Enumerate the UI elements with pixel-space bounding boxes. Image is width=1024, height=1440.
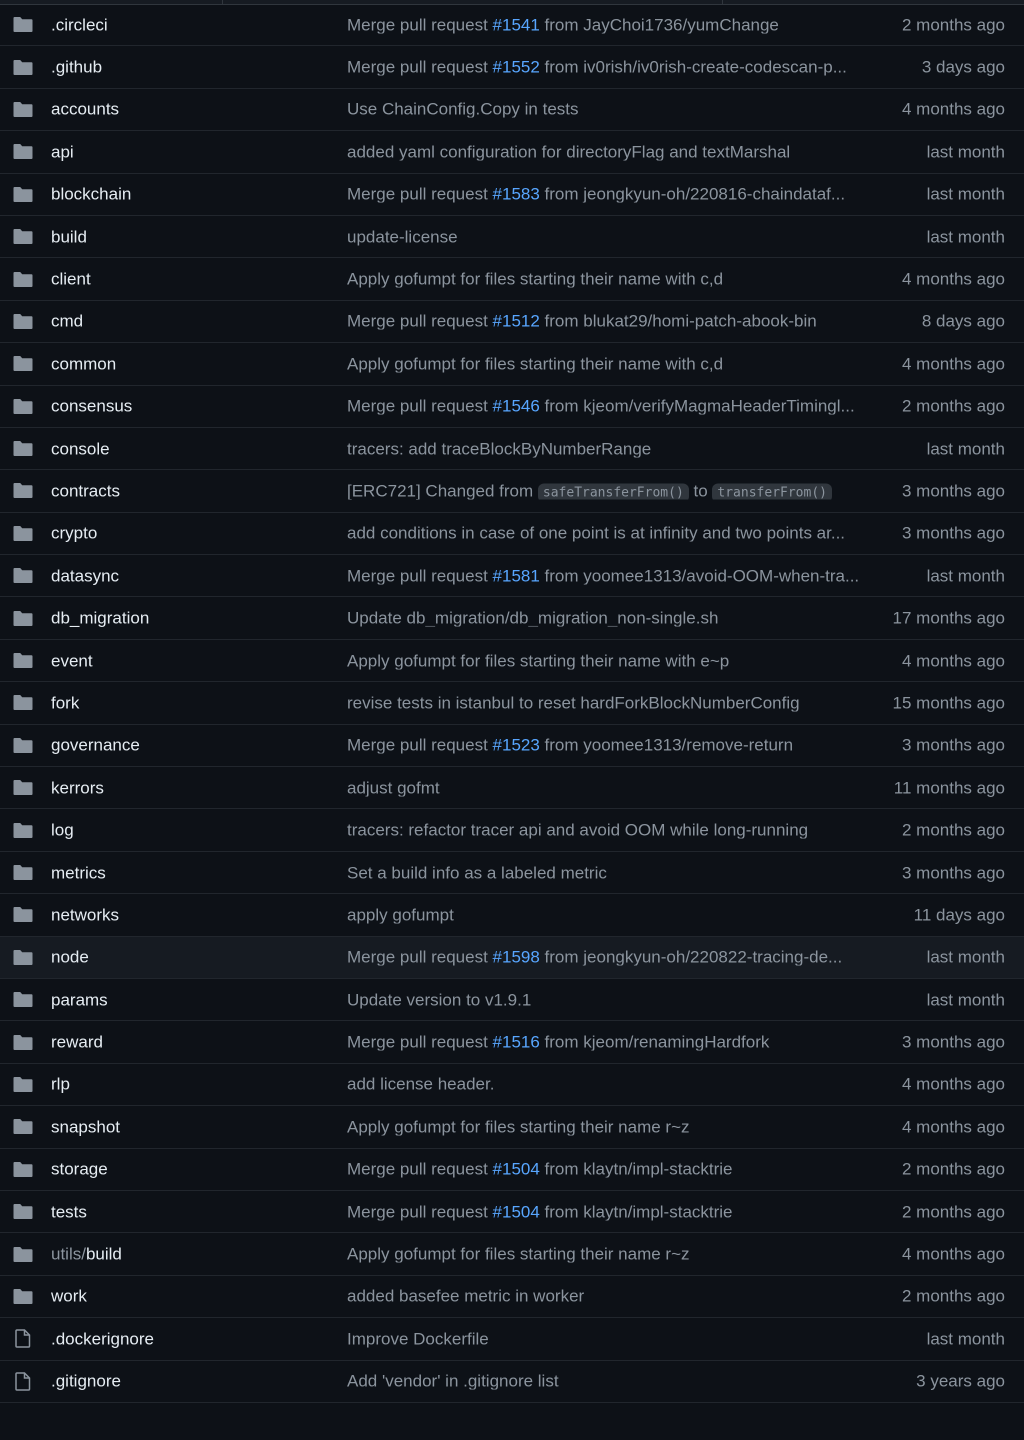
file-name[interactable]: metrics [51,863,106,882]
folder-icon [13,567,33,585]
file-name-link[interactable] [51,652,93,669]
commit-age: 4 months ago [901,354,1005,374]
file-row[interactable] [0,513,1024,555]
folder-icon-glyph [13,101,33,118]
folder-icon [13,143,33,161]
file-row[interactable] [0,1233,1024,1275]
folder-icon-glyph [13,652,33,669]
file-name-link[interactable] [51,1246,122,1263]
file-name[interactable]: node [51,947,89,967]
commit-message[interactable] [347,1288,869,1305]
commit-age: 3 months ago [901,481,1005,501]
commit-age: 11 days ago [913,905,1005,925]
folder-icon-glyph [13,694,33,711]
file-name-link[interactable] [51,779,104,796]
commit-message[interactable] [347,864,869,881]
commit-message[interactable] [347,906,869,923]
commit-message-text[interactable]: Merge pull request [347,1160,493,1178]
commit-age: 8 days ago [921,311,1005,331]
folder-icon-glyph [13,1246,33,1263]
file-name[interactable]: log [51,820,74,840]
commit-message[interactable] [347,1330,869,1347]
file-name[interactable]: .circleci [51,15,108,35]
commit-message-text[interactable]: Apply gofumpt for files starting their name r~z [347,1118,690,1136]
folder-icon [13,948,33,966]
commit-message-text[interactable]: Merge pull request [347,736,493,754]
file-name-link[interactable] [51,822,74,839]
commit-age: 3 months ago [901,1032,1005,1052]
pull-request-link[interactable]: #1581 [492,567,540,585]
commit-message-text[interactable]: Add 'vendor' in .gitignore list [347,1372,559,1390]
commit-age: 2 months ago [901,1202,1005,1222]
folder-icon [13,694,33,712]
file-name[interactable]: reward [51,1032,103,1052]
file-name[interactable]: build [85,1244,122,1264]
commit-message-text[interactable]: Merge pull request [347,312,493,330]
commit-age: 4 months ago [901,651,1005,671]
commit-message[interactable] [347,1161,869,1178]
file-name-link[interactable] [51,737,140,754]
file-name-link[interactable] [51,313,83,330]
folder-icon [13,1160,33,1178]
file-name[interactable]: kerrors [51,778,104,798]
file-row[interactable] [0,428,1024,470]
file-name[interactable]: api [51,142,74,162]
folder-icon-glyph [13,1076,33,1093]
commit-message-text[interactable]: from jeongkyun-oh/220822-tracing-de... [539,948,843,966]
file-name[interactable]: build [51,227,87,247]
file-name-link[interactable] [51,1288,87,1305]
commit-message-text[interactable]: from klaytn/impl-stacktrie [539,1203,733,1221]
file-name[interactable]: fork [51,693,80,713]
commit-message-text[interactable]: Apply gofumpt for files starting their name with c,d [347,270,724,288]
commit-message-text[interactable]: from kjeom/verifyMagmaHeaderTimingl... [539,397,855,415]
folder-icon-glyph [13,143,33,160]
commit-message-text[interactable]: Merge pull request [347,1203,493,1221]
file-row[interactable] [0,131,1024,173]
folder-icon [13,1245,33,1263]
commit-message[interactable] [347,186,869,203]
file-name-link[interactable] [51,143,74,160]
folder-icon-glyph [13,610,33,627]
folder-icon [13,991,33,1009]
commit-age: 4 months ago [901,99,1005,119]
file-row[interactable] [0,1149,1024,1191]
file-name-link[interactable] [51,949,89,966]
file-name[interactable]: params [51,990,108,1010]
commit-message-text[interactable]: from yoomee1313/avoid-OOM-when-tra... [539,567,860,585]
file-name[interactable]: snapshot [51,1117,120,1137]
folder-icon [13,1075,33,1093]
file-icon [13,1372,33,1390]
folder-icon [13,228,33,246]
commit-message[interactable] [347,228,869,245]
file-row[interactable] [0,1191,1024,1233]
commit-message-text[interactable]: revise tests in istanbul to reset hardForkBlockNumberConfig [347,694,800,712]
folder-icon-glyph [13,779,33,796]
file-row[interactable] [0,555,1024,597]
folder-icon-glyph [13,1203,33,1220]
file-name-link[interactable] [51,991,108,1008]
folder-icon [13,1203,33,1221]
folder-icon [13,482,33,500]
pull-request-link[interactable]: #1504 [492,1203,540,1221]
folder-icon-glyph [13,1034,33,1051]
file-row[interactable] [0,725,1024,767]
file-name[interactable]: storage [51,1159,108,1179]
inline-code: transferFrom() [712,483,832,499]
commit-message[interactable] [347,482,869,499]
file-name[interactable]: event [51,651,93,671]
file-name-link[interactable] [51,567,119,584]
file-path-prefix[interactable]: utils/ [51,1244,86,1264]
folder-icon-glyph [13,864,33,881]
folder-icon-glyph [13,737,33,754]
commit-age: last month [926,439,1005,459]
commit-message-text[interactable]: from kjeom/renamingHardfork [539,1033,770,1051]
commit-message-text[interactable]: adjust gofmt [347,779,440,797]
commit-message-text[interactable]: tracers: refactor tracer api and avoid OOM while long-running [347,821,809,839]
file-name[interactable]: cmd [51,311,84,331]
commit-message-text[interactable]: apply gofumpt [347,906,454,924]
file-row[interactable] [0,937,1024,979]
commit-message[interactable] [347,525,869,542]
file-name[interactable]: accounts [51,99,120,119]
commit-age: 2 months ago [901,820,1005,840]
commit-message-text[interactable]: Merge pull request [347,185,493,203]
commit-message[interactable] [347,991,869,1008]
commit-message-text[interactable]: Merge pull request [347,567,493,585]
folder-icon-glyph [13,16,33,33]
file-row[interactable] [0,809,1024,851]
commit-age: 4 months ago [901,1244,1005,1264]
commit-age: 2 months ago [901,1159,1005,1179]
commit-message[interactable] [347,694,869,711]
file-icon-glyph [15,1329,31,1348]
folder-icon-glyph [13,1161,33,1178]
file-name-link[interactable] [51,1034,103,1051]
pull-request-link[interactable]: #1512 [492,312,540,330]
folder-icon [13,270,33,288]
commit-message-text[interactable]: to [688,482,713,500]
commit-message-text[interactable]: add license header. [347,1075,495,1093]
file-name-link[interactable] [51,1118,120,1135]
file-name[interactable]: .dockerignore [51,1329,155,1349]
pull-request-link[interactable]: #1504 [492,1160,540,1178]
commit-message-text[interactable]: from klaytn/impl-stacktrie [539,1160,733,1178]
file-row[interactable] [0,682,1024,724]
folder-icon [13,185,33,203]
folder-icon-glyph [13,398,33,415]
file-icon-glyph [15,1372,31,1391]
pull-request-link[interactable]: #1523 [492,736,540,754]
commit-age: 17 months ago [892,608,1005,628]
commit-message[interactable] [347,822,869,839]
commit-age: 2 months ago [901,396,1005,416]
file-row[interactable] [0,386,1024,428]
folder-icon [13,1033,33,1051]
file-name-link[interactable] [51,1373,121,1390]
commit-age: 3 days ago [921,57,1005,77]
file-row[interactable] [0,979,1024,1021]
commit-message-text[interactable]: Merge pull request [347,397,493,415]
folder-icon [13,906,33,924]
commit-age: 3 years ago [916,1371,1005,1391]
commit-message-text[interactable]: from yoomee1313/remove-return [539,736,794,754]
file-name-link[interactable] [51,16,108,33]
file-name-link[interactable] [51,440,110,457]
commit-message[interactable] [347,779,869,796]
commit-age: 15 months ago [892,693,1005,713]
file-icon [13,1330,33,1348]
commit-age: last month [926,566,1005,586]
folder-icon-glyph [13,482,33,499]
commit-age: 3 months ago [901,523,1005,543]
folder-icon [13,355,33,373]
file-row[interactable] [0,470,1024,512]
folder-icon-glyph [13,271,33,288]
file-name-link[interactable] [51,355,116,372]
commit-message[interactable] [347,101,869,118]
commit-message[interactable] [347,1118,869,1135]
commit-message-text[interactable]: [ERC721] Changed from [347,482,538,500]
pull-request-link[interactable]: #1598 [492,948,540,966]
commit-message-text[interactable]: added basefee metric in worker [347,1287,585,1305]
commit-message-text[interactable]: Apply gofumpt for files starting their name with e~p [347,652,730,670]
file-row[interactable] [0,1021,1024,1063]
commit-message[interactable] [347,949,869,966]
folder-icon-glyph [13,59,33,76]
file-row[interactable] [0,301,1024,343]
folder-icon [13,16,33,34]
file-name[interactable]: work [51,1286,87,1306]
pull-request-link[interactable]: #1546 [492,397,540,415]
file-name[interactable]: blockchain [51,184,132,204]
folder-icon-glyph [13,822,33,839]
file-name[interactable]: client [51,269,91,289]
file-name-link[interactable] [51,610,149,627]
file-row[interactable] [0,1064,1024,1106]
file-row[interactable] [0,46,1024,88]
folder-icon-glyph [13,525,33,542]
commit-message-text[interactable]: Merge pull request [347,1033,493,1051]
file-name[interactable]: datasync [51,566,120,586]
commit-message-text[interactable]: from JayChoi1736/yumChange [539,16,779,34]
folder-icon-glyph [13,355,33,372]
file-row[interactable] [0,4,1024,46]
file-row[interactable] [0,258,1024,300]
commit-message-text[interactable]: Merge pull request [347,58,493,76]
commit-message[interactable] [347,440,869,457]
commit-message[interactable] [347,398,869,415]
folder-icon [13,100,33,118]
folder-icon [13,736,33,754]
file-row[interactable] [0,1318,1024,1360]
commit-message-text[interactable]: Update version to v1.9.1 [347,991,532,1009]
commit-message[interactable] [347,59,869,76]
file-name[interactable]: crypto [51,523,98,543]
file-list [0,4,1024,1403]
folder-icon [13,1118,33,1136]
commit-message-text[interactable]: Update db_migration/db_migration_non-single.sh [347,609,719,627]
commit-message-text[interactable]: added yaml configuration for directoryFlag and textMarshal [347,143,791,161]
commit-age: last month [926,142,1005,162]
folder-icon [13,821,33,839]
commit-message[interactable] [347,1373,869,1390]
commit-message-text[interactable]: tracers: add traceBlockByNumberRange [347,440,652,458]
commit-message-text[interactable]: Apply gofumpt for files starting their name with c,d [347,355,724,373]
folder-icon [13,397,33,415]
file-row[interactable] [0,640,1024,682]
folder-icon [13,652,33,670]
file-name[interactable]: rlp [51,1074,70,1094]
folder-icon [13,864,33,882]
file-name[interactable]: .gitignore [51,1371,121,1391]
commit-message-text[interactable]: update-license [347,228,458,246]
file-row[interactable] [0,216,1024,258]
file-name[interactable]: consensus [51,396,133,416]
file-name[interactable]: common [51,354,117,374]
file-name[interactable]: db_migration [51,608,150,628]
commit-age: last month [926,1329,1005,1349]
folder-icon-glyph [13,186,33,203]
commit-message[interactable] [347,1034,869,1051]
commit-message-text[interactable]: Apply gofumpt for files starting their name r~z [347,1245,690,1263]
commit-age: 2 months ago [901,1286,1005,1306]
commit-message-text[interactable]: Set a build info as a labeled metric [347,864,607,881]
file-name-link[interactable] [51,59,102,76]
file-row[interactable] [0,174,1024,216]
file-name-link[interactable] [51,694,79,711]
file-row[interactable] [0,597,1024,639]
file-name[interactable]: .github [51,57,103,77]
file-row[interactable] [0,343,1024,385]
commit-message-text[interactable]: Merge pull request [347,16,493,34]
pull-request-link[interactable]: #1583 [492,185,540,203]
folder-icon [13,312,33,330]
pull-request-link[interactable]: #1552 [492,58,540,76]
file-row[interactable] [0,1106,1024,1148]
commit-message[interactable] [347,313,869,330]
commit-message-text[interactable]: add conditions in case of one point is at infinity and two points ar... [347,524,846,542]
file-name-link[interactable] [51,271,91,288]
folder-icon-glyph [13,228,33,245]
commit-age: 3 months ago [901,735,1005,755]
folder-icon [13,779,33,797]
folder-icon-glyph [13,313,33,330]
file-name-link[interactable] [51,398,132,415]
inline-code: safeTransferFrom() [538,483,689,499]
commit-message[interactable] [347,16,869,33]
file-name[interactable]: tests [51,1202,87,1222]
file-name[interactable]: contracts [51,481,120,501]
commit-age: last month [926,227,1005,247]
file-row[interactable] [0,1276,1024,1318]
file-name-link[interactable] [51,1330,154,1347]
commit-message[interactable] [347,271,869,288]
file-name-link[interactable] [51,482,120,499]
commit-message-text[interactable]: Use ChainConfig.Copy in tests [347,100,579,118]
folder-icon-glyph [13,991,33,1008]
commit-age: last month [926,990,1005,1010]
file-name[interactable]: networks [51,905,120,925]
folder-icon-glyph [13,906,33,923]
folder-icon [13,58,33,76]
commit-age: 3 months ago [901,863,1005,882]
pull-request-link[interactable]: #1516 [492,1033,540,1051]
folder-icon-glyph [13,949,33,966]
file-name[interactable]: governance [51,735,140,755]
file-name-link[interactable] [51,186,131,203]
commit-message-text[interactable]: Merge pull request [347,948,493,966]
file-name-link[interactable] [51,1203,87,1220]
commit-message[interactable] [347,652,869,669]
file-name-link[interactable] [51,906,119,923]
commit-message[interactable] [347,1203,869,1220]
folder-icon [13,609,33,627]
folder-icon-glyph [13,1118,33,1135]
commit-message-text[interactable]: from iv0rish/iv0rish-create-codescan-p... [539,58,847,76]
commit-message[interactable] [347,355,869,372]
file-name-link[interactable] [51,228,87,245]
commit-message-text[interactable]: from blukat29/homi-patch-abook-bin [539,312,817,330]
folder-icon-glyph [13,567,33,584]
file-row[interactable] [0,894,1024,936]
file-name-link[interactable] [51,1161,108,1178]
folder-icon-glyph [13,1288,33,1305]
commit-age: 11 months ago [893,778,1005,798]
commit-age: 2 months ago [901,15,1005,35]
commit-message[interactable] [347,143,869,160]
commit-message-text[interactable]: Improve Dockerfile [347,1330,489,1348]
commit-age: 4 months ago [901,1117,1005,1137]
pull-request-link[interactable]: #1541 [492,16,540,34]
commit-message[interactable] [347,1076,869,1093]
commit-age: 4 months ago [901,1074,1005,1094]
file-row[interactable] [0,767,1024,809]
commit-age: last month [926,947,1005,967]
folder-icon [13,1287,33,1305]
commit-message[interactable] [347,567,869,584]
commit-age: last month [926,184,1005,204]
file-name-link[interactable] [51,525,97,542]
folder-icon-glyph [13,440,33,457]
file-row[interactable] [0,89,1024,131]
folder-icon [13,524,33,542]
commit-message[interactable] [347,737,869,754]
file-name[interactable]: console [51,439,110,459]
commit-message[interactable] [347,1246,869,1263]
file-name-link[interactable] [51,864,106,881]
file-row[interactable] [0,1361,1024,1403]
commit-message[interactable] [347,610,869,627]
file-row[interactable] [0,852,1024,894]
folder-icon [13,440,33,458]
file-name-link[interactable] [51,101,119,118]
commit-message-text[interactable]: from jeongkyun-oh/220816-chaindataf... [539,185,846,203]
commit-age: 4 months ago [901,269,1005,289]
file-name-link[interactable] [51,1076,70,1093]
